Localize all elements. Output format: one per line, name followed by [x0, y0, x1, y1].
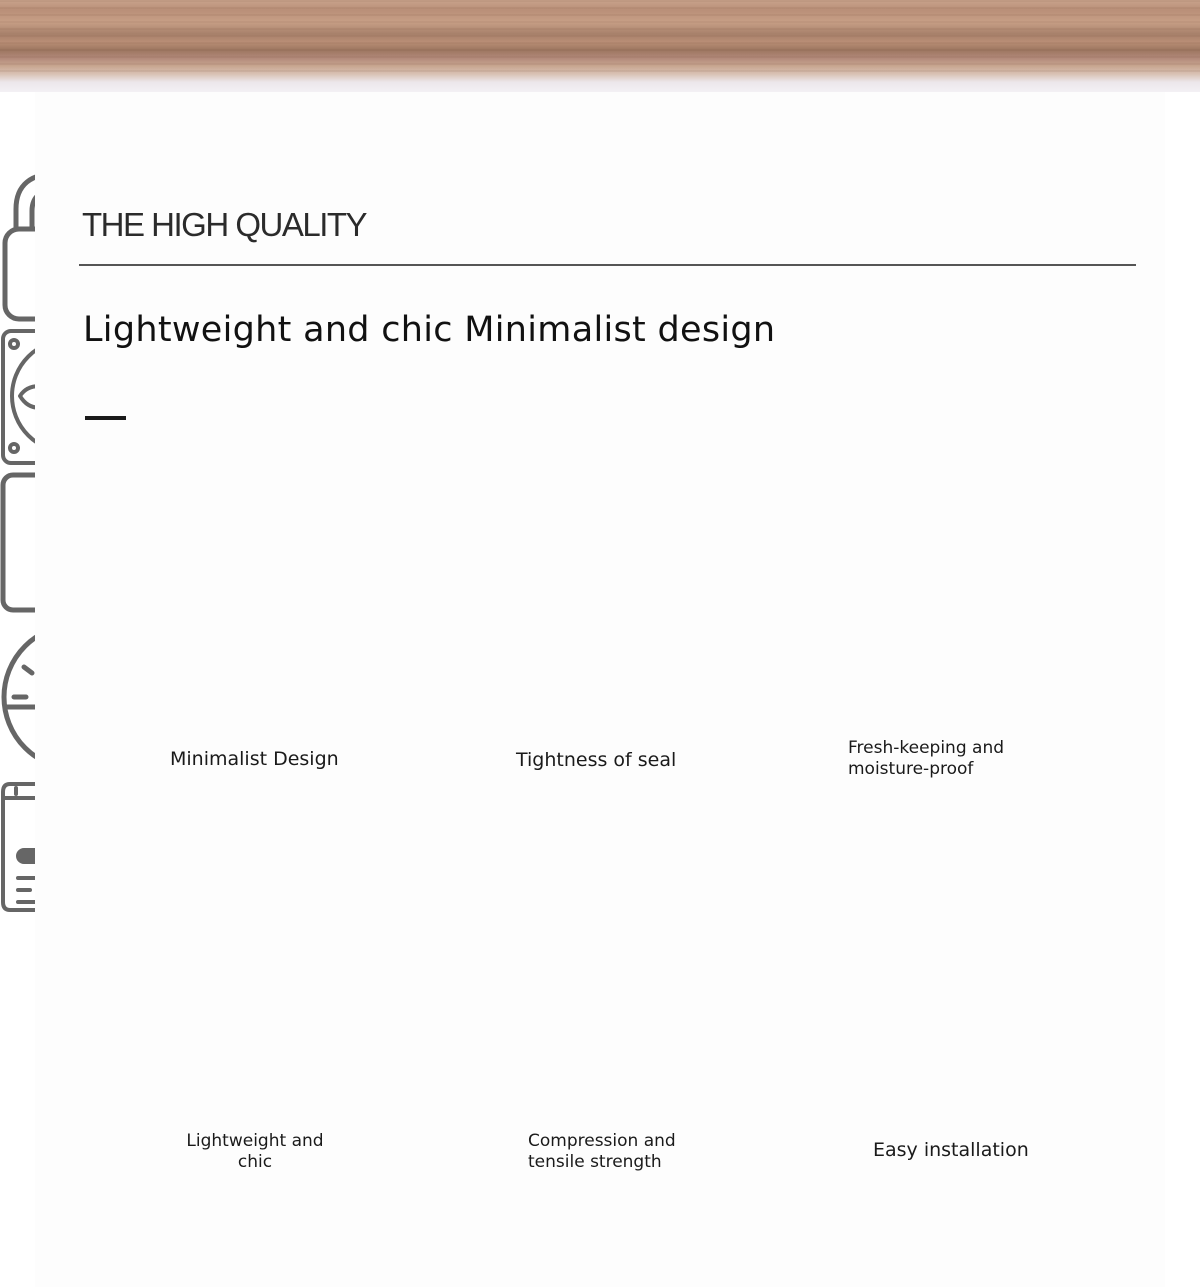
feature-label: Tightness of seal [516, 749, 677, 771]
feature-label: Easy installation [873, 1139, 1029, 1161]
wood-grain-overlay [0, 0, 1200, 76]
content-panel [35, 92, 1165, 1287]
feature-label-line-2: moisture-proof [848, 759, 974, 779]
feature-label [155, 1131, 355, 1173]
feature-label [528, 1131, 676, 1173]
headline: Lightweight and chic Minimalist design [83, 310, 776, 350]
accent-dash [85, 416, 126, 420]
title-divider [79, 264, 1136, 266]
section-title: THE HIGH QUALITY [82, 206, 367, 243]
feature-label: Minimalist Design [170, 748, 339, 770]
feature-label [848, 738, 1004, 780]
feature-label-line-2: tensile strength [528, 1152, 662, 1172]
feature-label-line-1: Lightweight and [186, 1131, 324, 1151]
feature-label-line-1: Fresh-keeping and [848, 738, 1005, 758]
feature-label-line-1: Compression and [528, 1131, 676, 1151]
feature-label-line-2: chic [237, 1152, 273, 1172]
